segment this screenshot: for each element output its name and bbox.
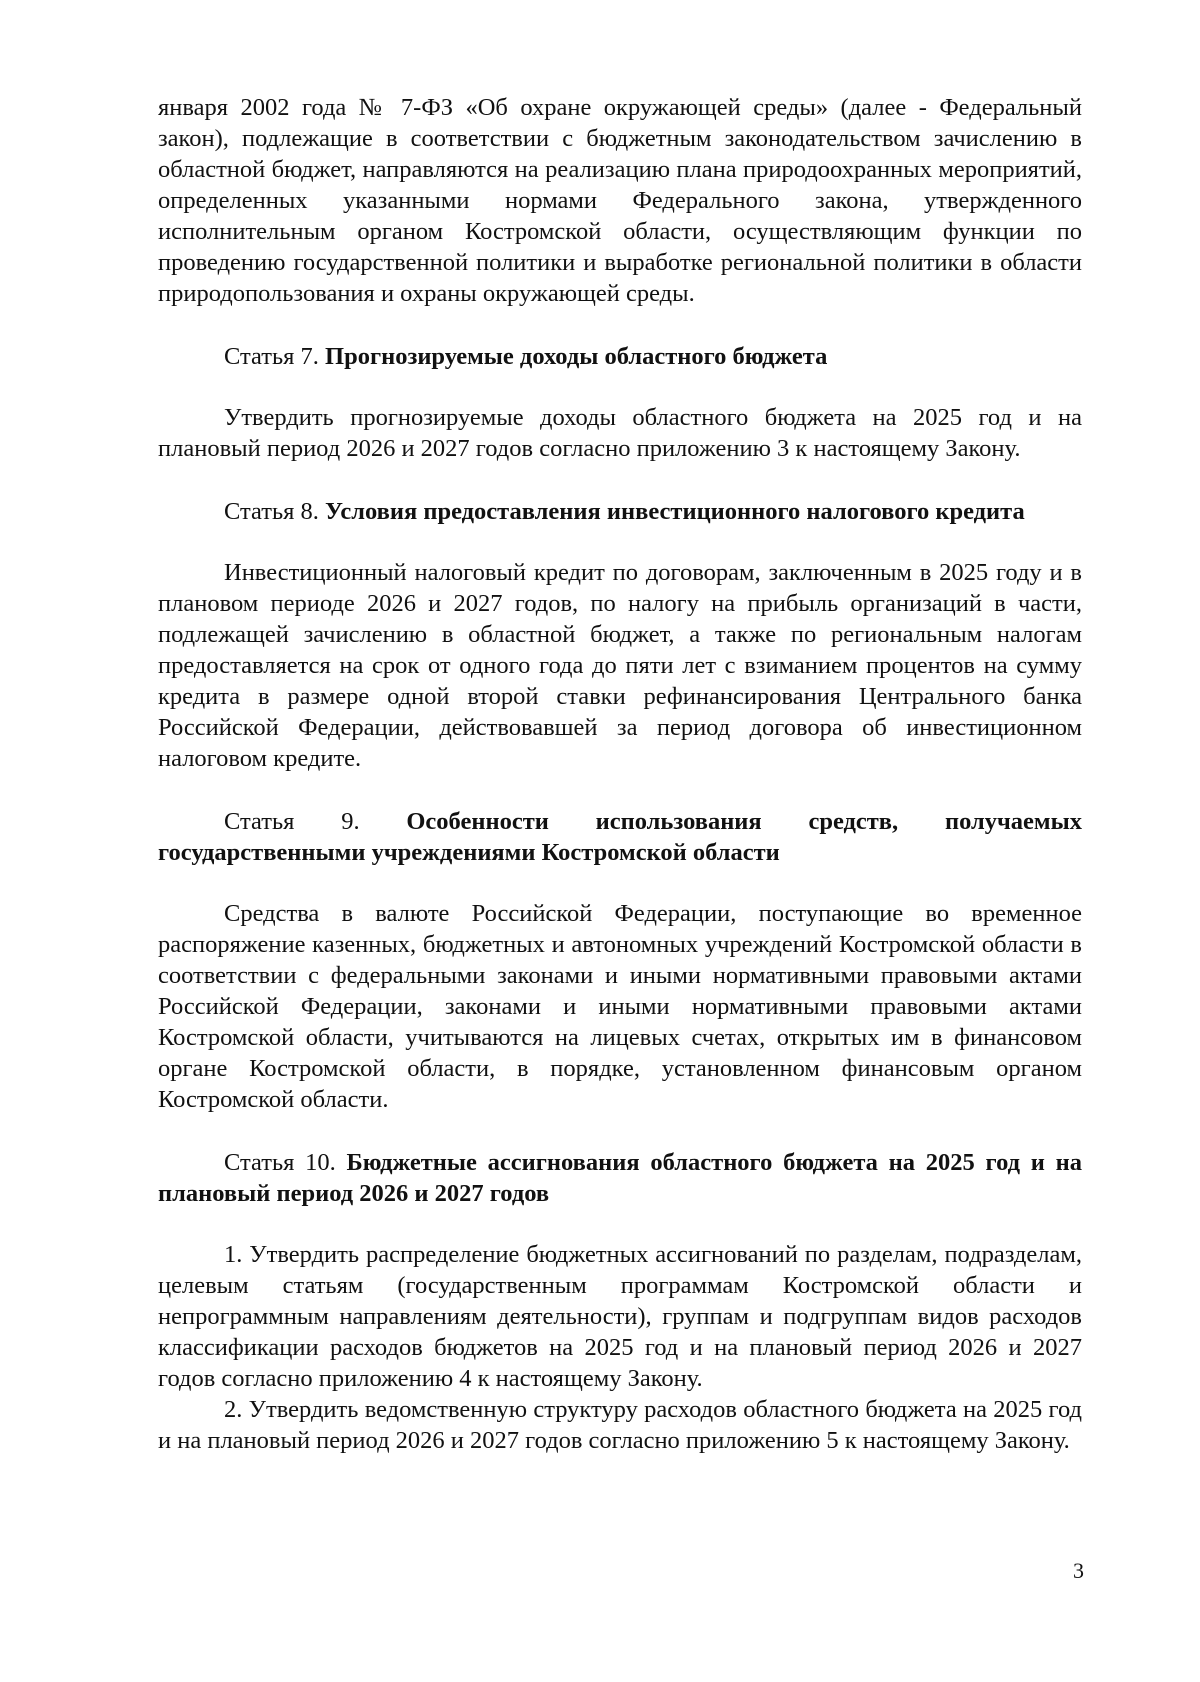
article-10-label: Статья 10. [224,1149,336,1176]
article-7-title: Прогнозируемые доходы областного бюджета [325,343,828,370]
article-10-heading [158,1147,1082,1209]
article-7-label: Статья 7. [224,343,319,370]
article-9-title: Особенности использования средств, получаемых государственными учреждениями Костромской области [158,808,1082,866]
article-8-heading [158,496,1082,527]
article-9-label: Статья 9. [224,808,360,835]
article-8-title: Условия предоставления инвестиционного налогового кредита [325,498,1025,525]
article-10-paragraph-1: 1. Утвердить распределение бюджетных ассигнований по разделам, подразделам, целевым статьям (государственным программам Костромской области и непрограммным направлениям деятельности), группам и подгруппам видов расходов классификации расходов бюджетов на 2025 год и на плановый период 2026 и 2027 годов согласно приложению 4 к настоящему Закону. [158,1241,1082,1392]
page-number: 3 [1073,1558,1084,1583]
article-7-heading [158,341,1082,372]
article-7-paragraph-1: Утвердить прогнозируемые доходы областного бюджета на 2025 год и на плановый период 2026 и 2027 годов согласно приложению 3 к настоящему Закону. [158,404,1082,462]
article-10-paragraph-2: 2. Утвердить ведомственную структуру расходов областного бюджета на 2025 год и на плановый период 2026 и 2027 годов согласно приложению 5 к настоящему Закону. [158,1396,1082,1454]
article-8-label: Статья 8. [224,498,319,525]
article-9-paragraph-1: Средства в валюте Российской Федерации, поступающие во временное распоряжение казенных, бюджетных и автономных учреждений Костромской области в соответствии с федеральными законами и иными нормативными правовыми актами Российской Федерации, законами и иными нормативными правовыми актами Костромской области, учитываются на лицевых счетах, открытых им в финансовом органе Костромской области, в порядке, установленном финансовым органом Костромской области. [158,900,1082,1113]
article-10-title: Бюджетные ассигнования областного бюджета на 2025 год и на плановый период 2026 и 2027 годов [158,1149,1082,1207]
article-8-paragraph-1: Инвестиционный налоговый кредит по договорам, заключенным в 2025 году и в плановом периоде 2026 и 2027 годов, по налогу на прибыль организаций в части, подлежащей зачислению в областной бюджет, а также по региональным налогам предоставляется на срок от одного года до пяти лет с взиманием процентов на сумму кредита в размере одной второй ставки рефинансирования Центрального банка Российской Федерации, действовавшей за период договора об инвестиционном налоговом кредите. [158,559,1082,772]
article-9-heading [158,806,1082,868]
intro-paragraph: января 2002 года № 7-ФЗ «Об охране окружающей среды» (далее - Федеральный закон), подлежащие в соответствии с бюджетным законодательством зачислению в областной бюджет, направляются на реализацию плана природоохранных мероприятий, определенных указанными нормами Федерального закона, утвержденного исполнительным органом Костромской области, осуществляющим функции по проведению государственной политики и выработке региональной политики в области природопользования и охраны окружающей среды. [158,94,1082,307]
